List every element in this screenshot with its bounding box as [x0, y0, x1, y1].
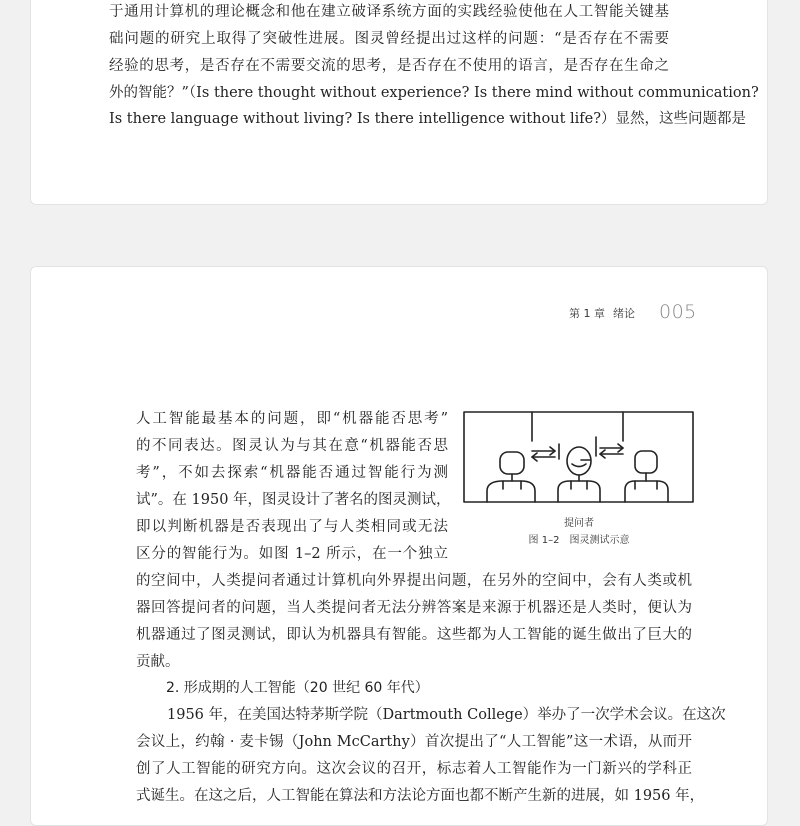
person-icon [487, 452, 535, 502]
text-line: Is there language without living? Is there intelligence without life?）显然，这些问题都是 [109, 111, 747, 127]
figure-caption: 图 1–2 图灵测试示意 [528, 535, 630, 546]
text-line: 人工智能最基本的问题，即“机器能否思考” [136, 411, 448, 427]
text-line: 考”，不如去探索“机器能否通过智能行为测 [136, 465, 448, 481]
chapter-title: 绪论 [613, 307, 635, 320]
person-icon [558, 447, 600, 502]
text-line: 外的智能？”（Is there thought without experience? Is there mind without communication? [109, 85, 759, 101]
running-head [569, 305, 635, 321]
section-heading: 2. 形成期的人工智能（20 世纪 60 年代） [166, 680, 429, 696]
text-line: 即以判断机器是否表现出了与人类相同或无法 [136, 519, 448, 535]
text-line: 于通用计算机的理论概念和他在建立破译系统方面的实践经验使他在人工智能关键基 [109, 4, 669, 20]
text-line: 创了人工智能的研究方向。这次会议的召开，标志着人工智能作为一门新兴的学科正 [136, 761, 692, 777]
text-line: 的不同表达。图灵认为与其在意“机器能否思 [136, 438, 448, 454]
page-number: 005 [659, 301, 697, 323]
figure-label: 提问者 [564, 518, 594, 529]
text-line: 式诞生。在这之后，人工智能在算法和方法论方面也都不断产生新的进展，如 1956 年， [136, 788, 705, 804]
text-line: 区分的智能行为。如图 1–2 所示，在一个独立 [136, 546, 448, 562]
turing-test-figure [463, 411, 695, 546]
page-2 [30, 266, 768, 826]
diagram-frame [464, 412, 693, 502]
text-line: 器回答提问者的问题，当人类提问者无法分辨答案是来源于机器还是人类时，便认为 [136, 600, 692, 616]
person-icon [625, 451, 668, 502]
text-line: 1956 年，在美国达特茅斯学院（Dartmouth College）举办了一次学术会议。在这次 [167, 707, 726, 723]
text-line: 础问题的研究上取得了突破性进展。图灵曾经提出过这样的问题：“是否存在不需要 [109, 31, 669, 47]
text-line: 的空间中，人类提问者通过计算机向外界提出问题，在另外的空间中，会有人类或机 [136, 573, 692, 589]
text-line: 试”。在 1950 年，图灵设计了著名的图灵测试， [136, 492, 451, 508]
text-line: 贡献。 [136, 654, 180, 670]
text-line: 会议上，约翰 · 麦卡锡（John McCarthy）首次提出了“人工智能”这一术语，从而开 [136, 734, 692, 750]
text-line: 机器通过了图灵测试，即认为机器具有智能。这些都为人工智能的诞生做出了巨大的 [136, 627, 692, 643]
turing-test-diagram [463, 411, 695, 505]
chapter-number: 第 1 章 [569, 307, 605, 320]
page-1 [30, 0, 768, 205]
text-line: 经验的思考，是否存在不需要交流的思考，是否存在不使用的语言，是否存在生命之 [109, 58, 669, 74]
